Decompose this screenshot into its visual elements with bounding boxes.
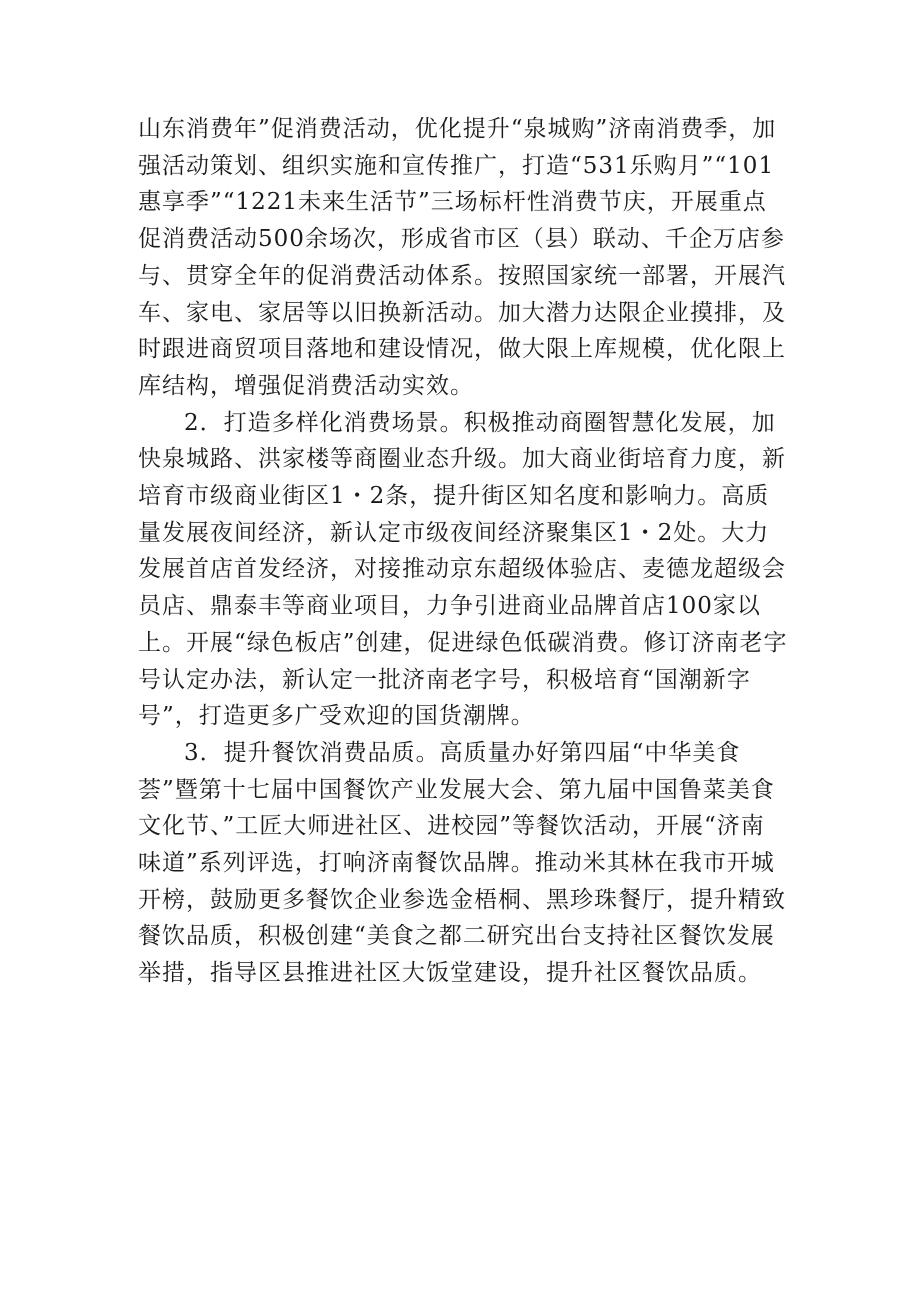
paragraph-consumption-scenes: 2．打造多样化消费场景。积极推动商圈智慧化发展，加快泉城路、洪家楼等商圈业态升级。加大商业街培育力度，新培育市级商业街区1・2条，提升街区知名度和影响力。高质量发展夜间经济，新认定市级夜间经济聚集区1・2处。大力发展首店首发经济，对接推动京东超级体验店、麦德龙超级会员店、鼎泰丰等商业项目，力争引进商业品牌首店100家以上。开展“绿色板店”创建，促进绿色低碳消费。修订济南老字号认定办法，新认定一批济南老字号，积极培育“国潮新字号”，打造更多广受欢迎的国货潮牌。 <box>138 409 788 730</box>
paragraph-continuation: 山东消费年”促消费活动，优化提升“泉城购”济南消费季，加强活动策划、组织实施和宣传推广，打造“531乐购月”“101惠享季”“1221未来生活节”三场标杆性消费节庆，开展重点促消费活动500余场次，形成省市区（县）联动、千企万店参与、贯穿全年的促消费活动体系。按照国家统一部署，开展汽车、家电、家居等以旧换新活动。加大潜力达限企业摸排，及时跟进商贸项目落地和建设情况，做大限上库规模，优化限上库结构，增强促消费活动实效。 <box>138 116 786 399</box>
paragraph-catering-quality: 3．提升餐饮消费品质。高质量办好第四届“中华美食荟”暨第十七届中国餐饮产业发展大会、第九届中国鲁菜美食文化节、”工匠大师进社区、进校园”等餐饮活动，开展“济南味道”系列评选，打响济南餐饮品牌。推动米其林在我市开城开榜，鼓励更多餐饮企业参选金梧桐、黑珍珠餐厅，提升精致餐饮品质，积极创建“美食之都二研究出台支持社区餐饮发展举措，指导区县推进社区大饭堂建设，提升社区餐饮品质。 <box>138 739 786 987</box>
document-body <box>138 111 788 992</box>
